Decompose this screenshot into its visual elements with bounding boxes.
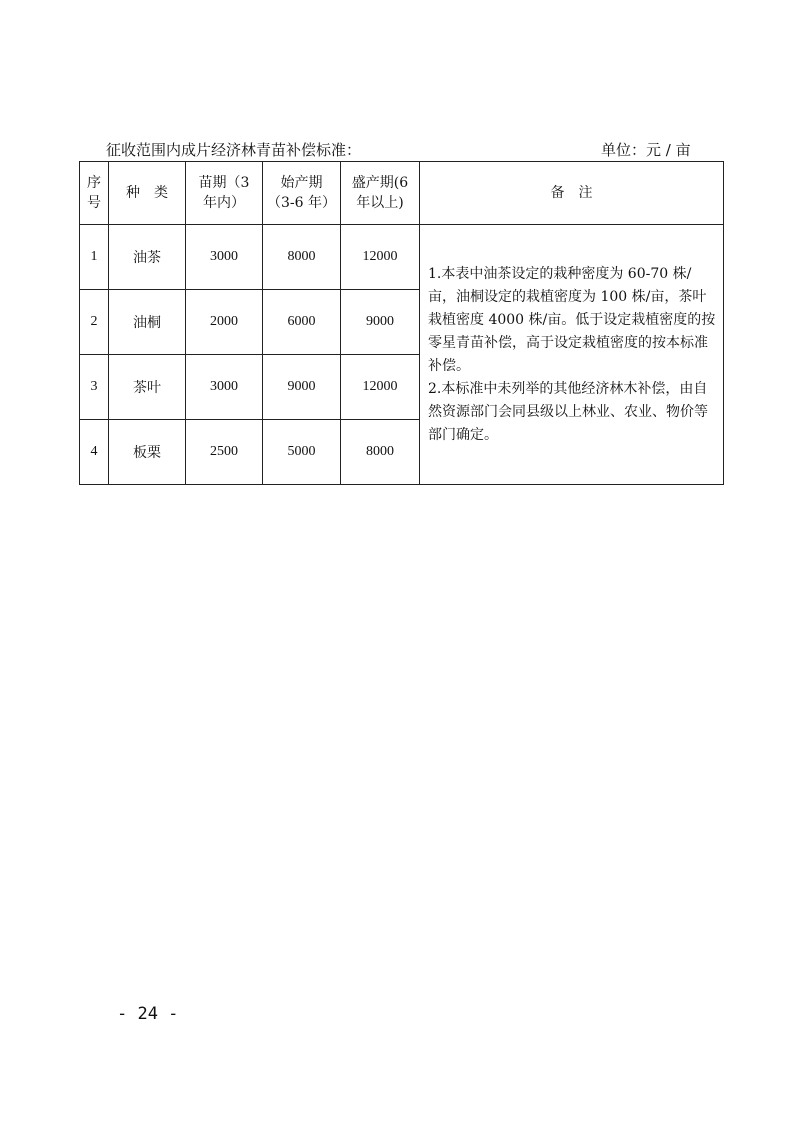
header-index-line2: 号 <box>87 195 101 211</box>
row-index: 1 <box>80 225 109 290</box>
row-early-value: 9000 <box>263 355 341 420</box>
header-early-line1: 始产期 <box>280 175 323 191</box>
header-early-line2: （3-6 年） <box>267 195 336 211</box>
row-index: 3 <box>80 355 109 420</box>
header-seedling-line2: 年内） <box>203 195 245 211</box>
table-row <box>80 225 724 290</box>
header-remarks: 备 注 <box>420 162 724 225</box>
header-seedling-line1: 苗期（3 <box>198 175 250 191</box>
row-peak-value: 12000 <box>341 225 420 290</box>
header-peak-line1: 盛产期(6 <box>351 175 409 191</box>
row-kind: 茶叶 <box>109 355 186 420</box>
row-kind: 油茶 <box>109 225 186 290</box>
row-kind: 油桐 <box>109 290 186 355</box>
remark-item: 1.本表中油茶设定的栽种密度为 60-70 株/亩，油桐设定的栽植密度为 100 株/亩，茶叶栽植密度 4000 株/亩。低于设定栽植密度的按零星青苗补偿，高于设定栽植密度的按本标准补偿。 <box>428 265 716 374</box>
header-kind: 种 类 <box>109 162 186 225</box>
unit-label: 单位：元 / 亩 <box>601 141 691 159</box>
row-index: 2 <box>80 290 109 355</box>
row-seedling-value: 3000 <box>186 225 263 290</box>
row-peak-value: 12000 <box>341 355 420 420</box>
row-seedling-value: 3000 <box>186 355 263 420</box>
row-early-value: 5000 <box>263 420 341 485</box>
row-index: 4 <box>80 420 109 485</box>
row-seedling-value: 2500 <box>186 420 263 485</box>
header-peak-line2: 年以上) <box>356 195 404 211</box>
row-peak-value: 8000 <box>341 420 420 485</box>
table-caption: 征收范围内成片经济林青苗补偿标准： <box>106 141 362 159</box>
page-number: - 24 - <box>117 1004 179 1024</box>
remarks-cell <box>420 225 724 485</box>
header-index <box>80 162 109 225</box>
header-seedling <box>186 162 263 225</box>
header-peak <box>341 162 420 225</box>
remark-item: 2.本标准中未列举的其他经济林木补偿，由自然资源部门会同县级以上林业、农业、物价等部门确定。 <box>428 380 708 443</box>
row-early-value: 8000 <box>263 225 341 290</box>
header-index-line1: 序 <box>87 175 101 191</box>
row-early-value: 6000 <box>263 290 341 355</box>
compensation-table <box>79 161 724 485</box>
row-kind: 板栗 <box>109 420 186 485</box>
row-peak-value: 9000 <box>341 290 420 355</box>
header-early <box>263 162 341 225</box>
table-header-row <box>80 162 724 225</box>
row-seedling-value: 2000 <box>186 290 263 355</box>
